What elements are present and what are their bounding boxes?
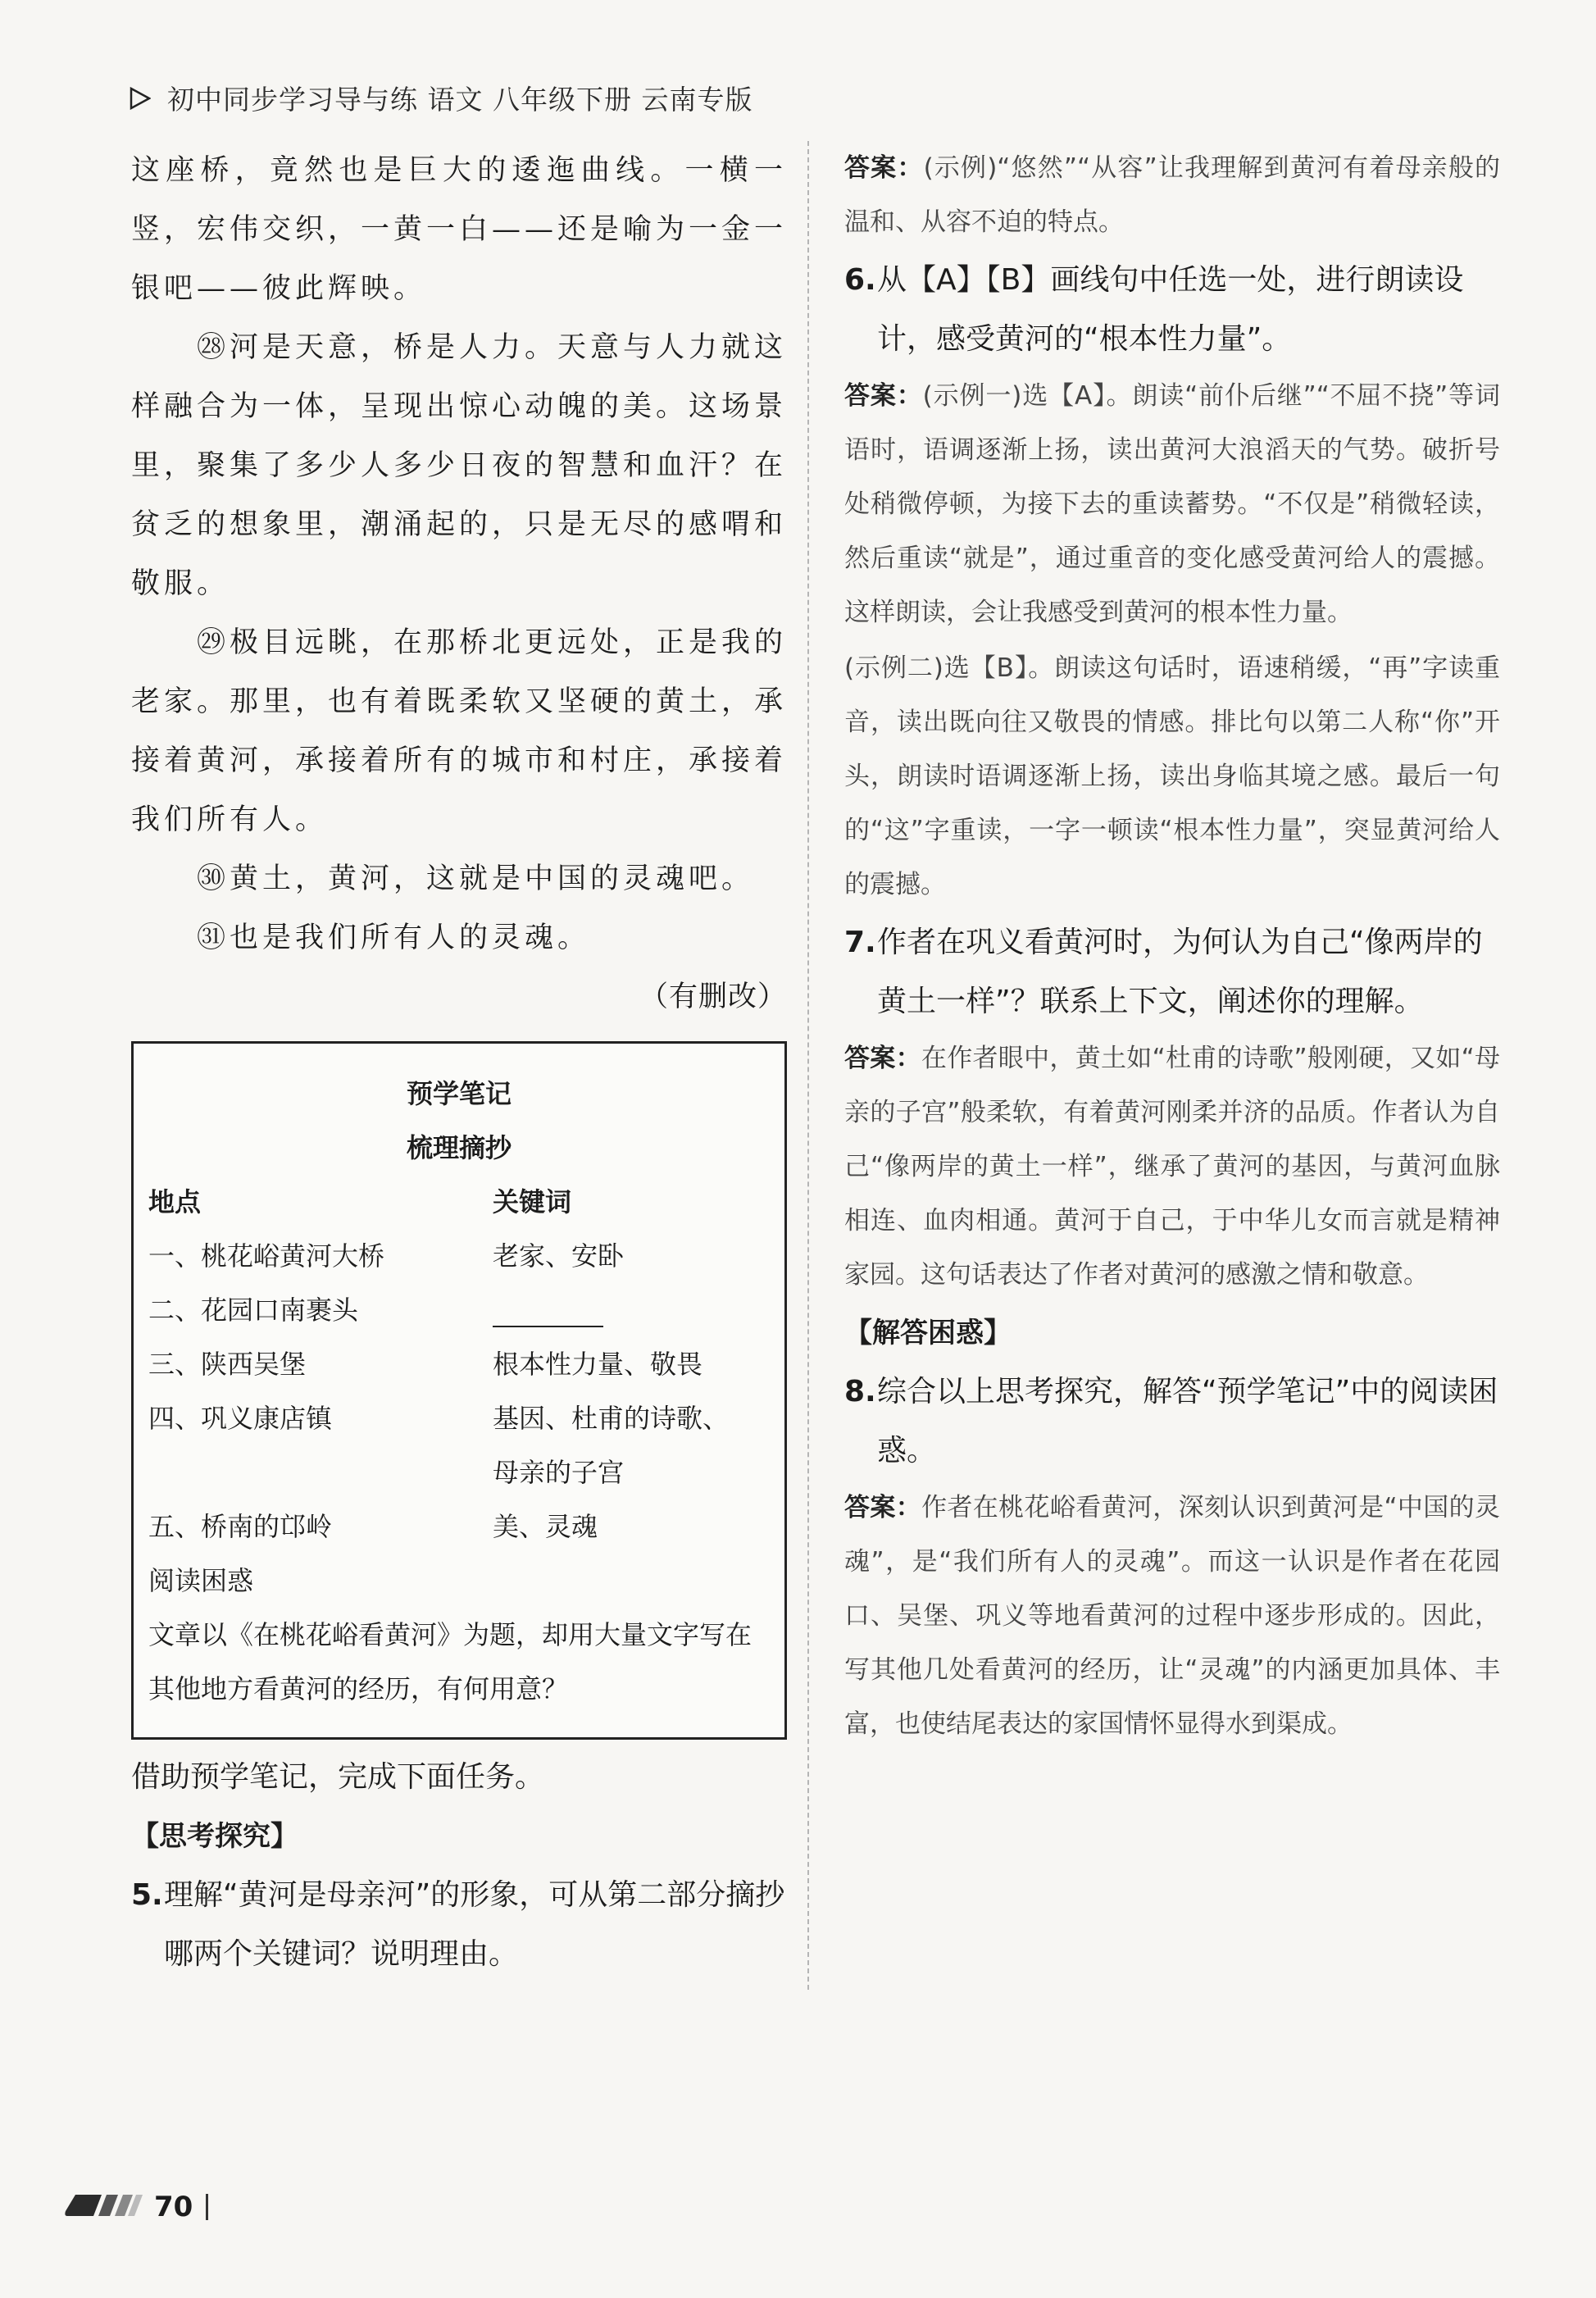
task-intro: 借助预学笔记，完成下面任务。 — [131, 1760, 545, 1794]
question-8 — [844, 1363, 1500, 1481]
keywords-cell — [493, 1283, 770, 1337]
question-text: 综合以上思考探究，解答“预学笔记”中的阅读困惑。 — [877, 1375, 1498, 1468]
place-cell: 二、花园口南裹头 — [148, 1295, 359, 1326]
notebox-row — [148, 1283, 770, 1337]
place-cell: 三、陕西吴堡 — [148, 1349, 307, 1380]
section-title-resolve: 【解答困惑】 — [844, 1317, 1012, 1349]
answer-text: (示例)“悠然”“从容”让我理解到黄河有着母亲般的温和、从容不迫的特点。 — [844, 153, 1501, 237]
confusion-text: 文章以《在桃花峪看黄河》为题，却用大量文字写在其他地方看黄河的经历，有何用意？ — [148, 1619, 753, 1704]
passage-paragraph: ㉘河是天意，桥是人力。天意与人力就这样融合为一体，呈现出惊心动魄的美。这场景里，聚集了多少人多少日夜的智慧和血汗？在贫乏的想象里，潮涌起的，只是无尽的感喟和敬服。 — [131, 331, 788, 600]
notebox-subtitle: 梳理摘抄 — [406, 1132, 512, 1163]
prestudy-notebox — [131, 1041, 787, 1740]
confusion-label: 阅读困惑 — [148, 1565, 254, 1596]
notebox-row — [148, 1391, 770, 1445]
answer-text: (示例一)选【A】。朗读“前仆后继”“不屈不挠”等词语时，语调逐渐上扬，读出黄河大浪滔天的气势。破折号处稍微停顿，为接下去的重读蓄势。“不仅是”稍微轻读，然后重读“就是”，通过重音的变化感受黄河给人的震撼。这样朗读，会让我感受到黄河的根本性力量。 — [844, 381, 1500, 627]
notebox-row — [148, 1229, 770, 1283]
question-5 — [131, 1866, 787, 1984]
question-6 — [844, 251, 1500, 369]
page-number: 70 — [154, 2191, 193, 2223]
answer-label: 答案： — [844, 1493, 922, 1522]
answer-text: 在作者眼中，黄土如“杜甫的诗歌”般刚硬，又如“母亲的子宫”般柔软，有着黄河刚柔并济的品质。作者认为自己“像两岸的黄土一样”，继承了黄河的基因，与黄河血脉相连、血肉相通。黄河于自己，于中华儿女而言就是精神家园。这句话表达了作者对黄河的感激之情和敬意。 — [844, 1044, 1500, 1290]
column-divider — [807, 141, 809, 1990]
place-cell: 五、桥南的邙岭 — [148, 1511, 333, 1542]
answer-label: 答案： — [844, 1044, 921, 1073]
page-footer — [64, 2191, 208, 2223]
answer-5 — [844, 141, 1500, 249]
left-column — [131, 141, 787, 1984]
passage-paragraph: ㉚黄土，黄河，这就是中国的灵魂吧。 — [197, 862, 755, 895]
keywords-cell: 老家、安卧 — [493, 1240, 625, 1272]
notebox-row — [148, 1337, 770, 1391]
question-number: 8. — [844, 1375, 876, 1408]
keywords-cell: 母亲的子宫 — [493, 1457, 625, 1488]
place-cell: 四、巩义康店镇 — [148, 1403, 333, 1434]
place-cell: 一、桃花峪黄河大桥 — [148, 1240, 385, 1272]
col-header-keywords: 关键词 — [493, 1186, 572, 1217]
notebox-row — [148, 1499, 770, 1554]
answer-label: 答案： — [844, 153, 924, 183]
question-text: 理解“黄河是母亲河”的形象，可从第二部分摘抄哪两个关键词？说明理由。 — [164, 1878, 785, 1971]
question-number: 5. — [131, 1878, 163, 1912]
passage-paragraph: ㉙极目远眺，在那桥北更远处，正是我的老家。那里，也有着既柔软又坚硬的黄土，承接着黄河，承接着所有的城市和村庄，承接着我们所有人。 — [131, 626, 788, 836]
footer-bar — [206, 2194, 208, 2220]
answer-label: 答案： — [844, 381, 923, 411]
answer-text: 作者在桃花峪看黄河，深刻认识到黄河是“中国的灵魂”，是“我们所有人的灵魂”。而这一认识是作者在花园口、吴堡、巩义等地看黄河的过程中逐步形成的。因此，写其他几处看黄河的经历，让“灵魂”的内涵更加具体、丰富，也使结尾表达的家国情怀显得水到渠成。 — [844, 1493, 1501, 1739]
question-text: 从【A】【B】画线句中任选一处，进行朗读设计，感受黄河的“根本性力量”。 — [877, 263, 1464, 356]
source-note: （有删改） — [639, 981, 787, 1013]
header-title: 初中同步学习导与练 语文 八年级下册 云南专版 — [167, 84, 753, 116]
question-number: 7. — [844, 926, 876, 959]
place-cell — [148, 1445, 493, 1499]
question-text: 作者在巩义看黄河时，为何认为自己“像两岸的黄土一样”？联系上下文，阐述你的理解。 — [877, 926, 1483, 1018]
question-7 — [844, 913, 1500, 1031]
answer-6-example-2: (示例二)选【B】。朗读这句话时，语速稍缓，“再”字读重音，读出既向往又敬畏的情感。排比句以第二人称“你”开头，朗读时语调逐渐上扬，读出身临其境之感。最后一句的“这”字重读，一字一顿读“根本性力量”，突显黄河给人的震撼。 — [844, 653, 1500, 899]
passage-paragraph: 这座桥，竟然也是巨大的逶迤曲线。一横一竖，宏伟交织，一黄一白——还是喻为一金一银吧——彼此辉映。 — [131, 154, 788, 305]
answer-8 — [844, 1481, 1500, 1751]
passage-paragraph: ㉛也是我们所有人的灵魂。 — [197, 921, 591, 954]
running-header — [131, 79, 753, 117]
notebox-header-row — [148, 1175, 770, 1229]
right-column — [844, 141, 1500, 1753]
page-stripes-icon — [64, 2193, 143, 2221]
fill-in-blank[interactable] — [493, 1296, 603, 1327]
notebox-row — [148, 1445, 770, 1499]
keywords-cell: 美、灵魂 — [493, 1511, 598, 1542]
answer-6-example-1 — [844, 369, 1500, 639]
play-triangle-icon — [131, 88, 148, 109]
section-title-explore: 【思考探究】 — [131, 1820, 298, 1853]
keywords-cell: 基因、杜甫的诗歌、 — [493, 1403, 730, 1434]
question-number: 6. — [844, 263, 876, 297]
answer-7 — [844, 1031, 1500, 1302]
notebox-title: 预学笔记 — [406, 1078, 512, 1109]
col-header-place: 地点 — [148, 1186, 202, 1217]
keywords-cell: 根本性力量、敬畏 — [493, 1349, 703, 1380]
